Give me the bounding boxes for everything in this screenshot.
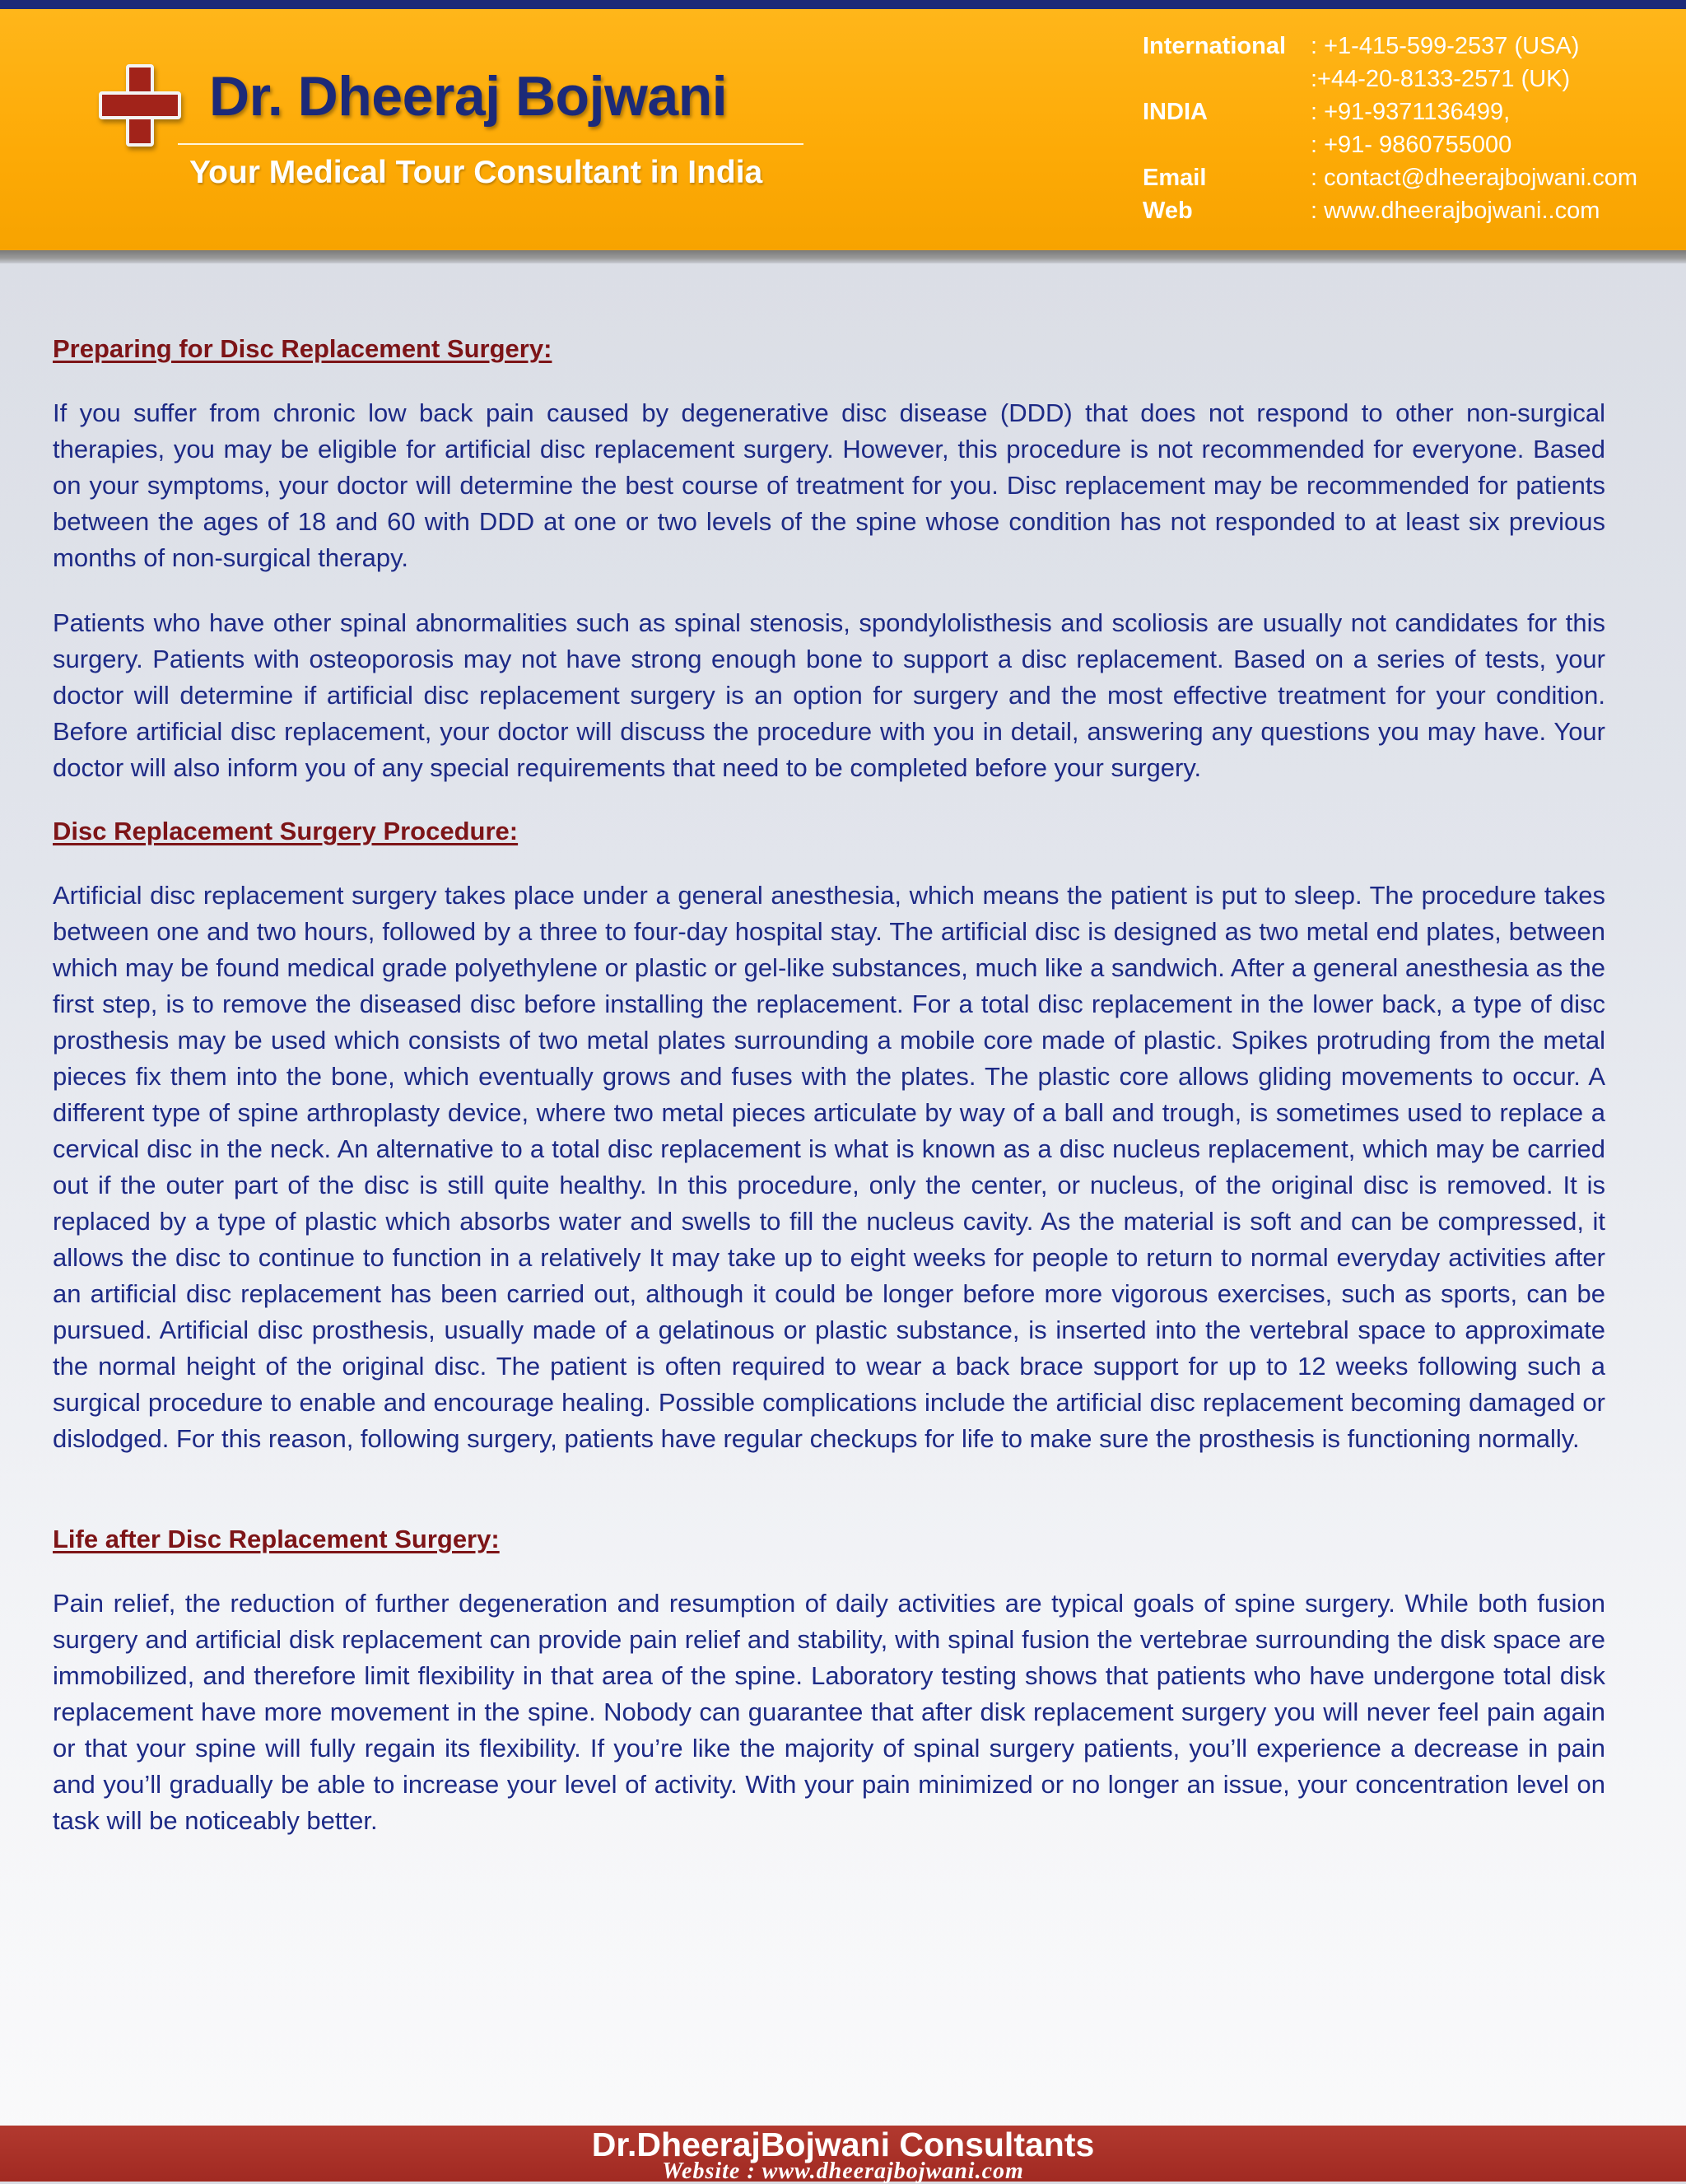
header-shadow bbox=[0, 250, 1686, 263]
paragraph: If you suffer from chronic low back pain caused by degenerative disc disease (DDD) that does not respond to other non-surgical therapies, you may be eligible for artificial disc replacement surgery. However, this procedure is not recommended for everyone. Based on your symptoms, your doctor will determine the best course of treatment for you. Disc replacement may be recommended for patients between the ages of 18 and 60 with DDD at one or two levels of the spine whose condition has not responded to at least six previous months of non-surgical therapy. bbox=[53, 398, 1605, 572]
article-body bbox=[53, 331, 1605, 1839]
contact-phone-india-1[interactable]: : +91-9371136499, bbox=[1311, 99, 1511, 125]
section-title-procedure: Disc Replacement Surgery Procedure: bbox=[53, 817, 519, 845]
contact-phone-usa[interactable]: : +1-415-599-2537 (USA) bbox=[1311, 33, 1580, 59]
contact-website[interactable]: : www.dheerajbojwani..com bbox=[1311, 198, 1600, 224]
paragraph: Pain relief, the reduction of further degeneration and resumption of daily activities are typical goals of spine surgery. While both fusion surgery and artificial disk replacement can provide pain relief and stability, with spinal fusion the vertebrae surrounding the disk space are immobilized, and therefore limit flexibility in that area of the spine. Laboratory testing shows that patients who have undergone total disk replacement have more movement in the spine. Nobody can guarantee that after disk replacement surgery you will never feel pain again or that your spine will fully regain its flexibility. If you’re like the majority of spinal surgery patients, you’ll experience a decrease in pain and you’ll gradually be able to increase your level of activity. With your pain minimized or no longer an issue, your concentration level on task will be noticeably better. bbox=[53, 1589, 1605, 1835]
brand-divider bbox=[178, 143, 803, 145]
brand-tagline: Your Medical Tour Consultant in India bbox=[189, 155, 763, 190]
paragraph: Patients who have other spinal abnormalities such as spinal stenosis, spondylolisthesis and scoliosis are usually not candidates for this surgery. Patients with osteoporosis may not have strong enough bone to support a disc replacement. Based on a series of tests, your doctor will determine if artificial disc replacement surgery is an option for surgery and the most effective treatment for your condition. Before artificial disc replacement, your doctor will discuss the procedure with you in detail, answering any questions you may have. Your doctor will also inform you of any special requirements that need to be completed before your surgery. bbox=[53, 608, 1605, 782]
section-title-preparing: Preparing for Disc Replacement Surgery: bbox=[53, 334, 552, 363]
page-header bbox=[0, 0, 1686, 263]
contact-label: INDIA bbox=[1143, 99, 1208, 125]
contact-email[interactable]: : contact@dheerajbojwani.com bbox=[1311, 165, 1637, 191]
medical-cross-icon bbox=[99, 64, 181, 147]
contact-label: Email bbox=[1143, 165, 1207, 191]
contact-label: Web bbox=[1143, 198, 1193, 224]
contact-phone-uk[interactable]: :+44-20-8133-2571 (UK) bbox=[1311, 66, 1571, 92]
contact-label: International bbox=[1143, 33, 1287, 59]
paragraph: Artificial disc replacement surgery takes place under a general anesthesia, which means the patient is put to sleep. The procedure takes between one and two hours, followed by a three to four-day hospital stay. The artificial disc is designed as two metal end plates, between which may be found medical grade polyethylene or plastic or gel-like substances, much like a sandwich. After a general anesthesia as the first step, is to remove the diseased disc before installing the replacement. For a total disc replacement in the lower back, a type of disc prosthesis may be used which consists of two metal plates surrounding a mobile core made of plastic. Spikes protruding from the metal pieces fix them into the bone, which eventually grows and fuses with the plates. The plastic core allows gliding movements to occur. A different type of spine arthroplasty device, where two metal pieces articulate by way of a ball and trough, is sometimes used to replace a cervical disc in the neck. An alternative to a total disc replacement is what is known as a disc nucleus replacement, which may be carried out if the outer part of the disc is still quite healthy. In this procedure, only the center, or nucleus, of the original disc is removed. It is replaced by a type of plastic which absorbs water and swells to fill the nucleus cavity. As the material is soft and can be compressed, it allows the disc to continue to function in a relatively It may take up to eight weeks for people to return to normal everyday activities after an artificial disc replacement has been carried out, although it could be longer before more vigorous exercises, such as sports, can be pursued. Artificial disc prosthesis, usually made of a gelatinous or plastic substance, is inserted into the vertebral space to approximate the normal height of the original disc. The patient is often required to wear a back brace support for up to 12 weeks following such a surgical procedure to enable and encourage healing. Possible complications include the artificial disc replacement becoming damaged or dislodged. For this reason, following surgery, patients have regular checkups for life to make sure the prosthesis is functioning normally. bbox=[53, 881, 1605, 1453]
page-footer bbox=[0, 2126, 1686, 2182]
footer-company-name: Dr.DheerajBojwani Consultants bbox=[591, 2126, 1095, 2163]
brand-name: Dr. Dheeraj Bojwani bbox=[209, 65, 728, 128]
section-title-life-after: Life after Disc Replacement Surgery: bbox=[53, 1525, 500, 1553]
header-top-line bbox=[0, 0, 1686, 9]
contact-phone-india-2[interactable]: : +91- 9860755000 bbox=[1311, 132, 1512, 158]
footer-website[interactable]: Website : www.dheerajbojwani.com bbox=[662, 2158, 1024, 2184]
